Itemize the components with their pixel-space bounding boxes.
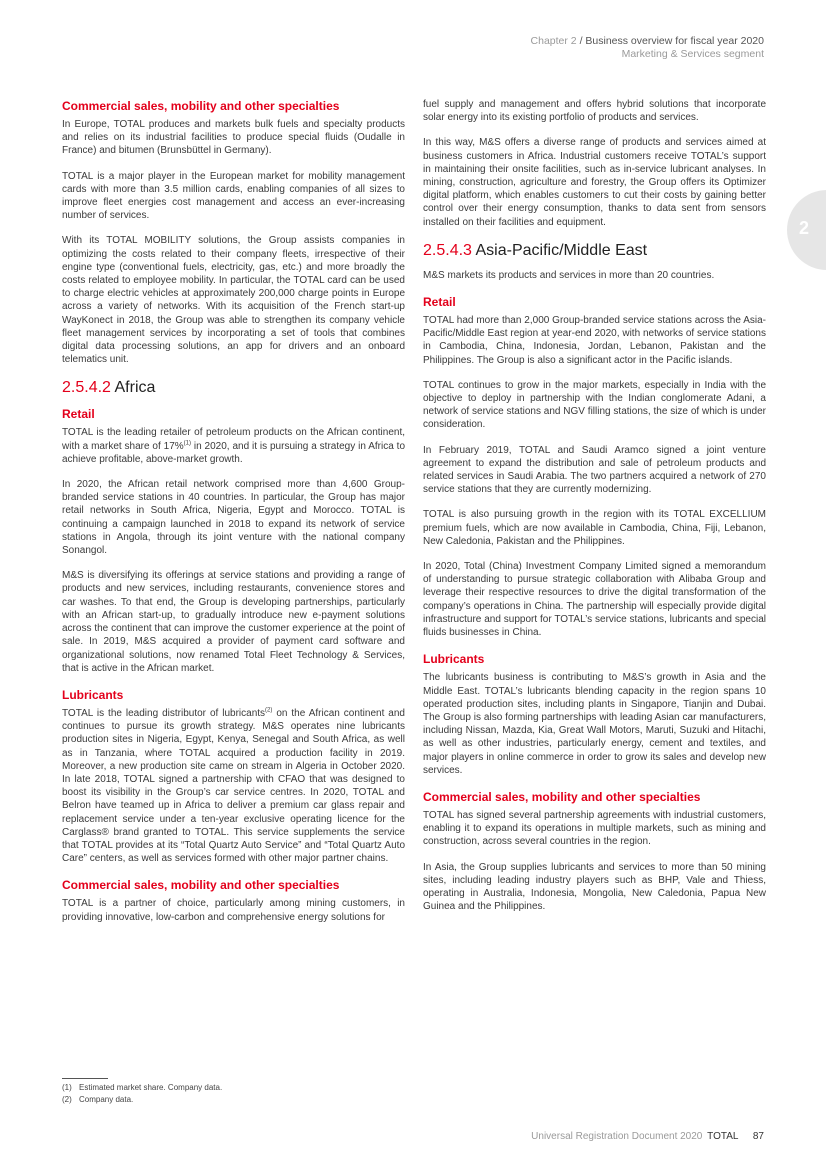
paragraph: In 2020, Total (China) Investment Company Limited signed a memorandum of understanding to pursue strategic collaboration with Alibaba Group and leverage their respective resources to drive the digital transformation of the company’s operations in China. The partnership will especially provide digital infrastructure and support for TOTAL’s service stations, lubricants and special fluids businesses in China. [423, 561, 766, 639]
paragraph-text: on the African continent and continues to pursue its growth strategy. M&S operates nine lubricants production sites in Nigeria, Egypt, Kenya, Senegal and South Africa, as well as in Tanzania, where TOTAL acquired a production facility in 2019. Moreover, a new production site came on stream in Algeria in October 2020. In late 2018, TOTAL signed a partnership with CFAO that was designed to boost its visibility in the Group’s car service centres. In 2020, TOTAL and Belron have teamed up in Africa to deliver a premium car glass repair and replacement service under a ten-year exclusive operating licence for the Carglass® brand granted to TOTAL. This service supplements the service that TOTAL provides at its “Total Quartz Auto Service” and “Total Quartz Auto Care” centers, as well as services formed with other major partner chains. [62, 707, 405, 865]
paragraph: M&S is diversifying its offerings at service stations and providing a range of products and new services, including restaurants, convenience stores and car washes. To that end, the Group is developing partnerships, particularly with an African start-up, to gradually introduce new e-payment solutions across the continent that can improve the customer experience at the point of sale. In 2019, M&S acquired a provider of payment card software and organizational solutions, now renamed Total Fleet Technology & Services, that is active in the African market. [62, 570, 405, 674]
section-heading-lubricants: Lubricants [423, 652, 485, 667]
section-number: 2.5.4.2 [62, 379, 111, 397]
footer-brand: TOTAL [707, 1131, 739, 1142]
section-title-asia [423, 241, 766, 261]
paragraph: TOTAL is a partner of choice, particularly among mining customers, in providing innovative, low-carbon and comprehensive energy solutions for [62, 898, 405, 923]
header-separator: / [579, 35, 583, 47]
paragraph: TOTAL is a major player in the European market for mobility management cards with more than 3.5 million cards, enabling companies of all sizes to improve fleet energies cost management and access an ever-increasing number of services. [62, 170, 405, 222]
header-chapter: Chapter 2 [530, 35, 577, 47]
header-subtitle: Marketing & Services segment [621, 48, 764, 60]
chapter-tab-number: 2 [799, 218, 810, 238]
footnote-text: Estimated market share. Company data. [79, 1083, 223, 1092]
footnote-mark: (1) [62, 1083, 72, 1092]
paragraph [62, 707, 405, 865]
footnote [62, 1082, 362, 1094]
page-number: 87 [752, 1131, 764, 1142]
paragraph: fuel supply and management and offers hybrid solutions that incorporate solar energy into its existing portfolio of products and services. [423, 99, 766, 124]
section-heading-commercial-africa: Commercial sales, mobility and other specialties [62, 878, 340, 893]
paragraph: With its TOTAL MOBILITY solutions, the Group assists companies in optimizing the costs related to their company fleets, irrespective of their engine type (conventional fuels, electricity, gas, etc.) and more broadly the costs related to employee mobility. In particular, the TOTAL card can be used to charge electric vehicles at approximately 200,000 charge points in Europe across a variety of networks. With its acquisition of the French start-up WayKonect in 2018, the Group was able to strengthen its company vehicle fleet management services by incorporating a set of tools that combines digital data processing solutions, an app for drivers and an onboard telematics unit. [62, 235, 405, 366]
footnote-ref: (2) [265, 707, 273, 714]
footer-document-title: Universal Registration Document 2020 [531, 1131, 703, 1142]
footnote [62, 1094, 362, 1106]
section-heading-lubricants: Lubricants [62, 687, 124, 702]
page-header [531, 35, 764, 61]
paragraph-text: TOTAL is the leading retailer of petroleum products on the African continent, with a market share of 17% [62, 427, 405, 452]
paragraph: In February 2019, TOTAL and Saudi Aramco signed a joint venture agreement to expand the distribution and sale of petroleum products and related services in Saudi Arabia. The two partners acquired a network of 270 service stations that they are currently modernizing. [423, 444, 766, 496]
footnote-divider [62, 1078, 108, 1079]
section-heading-commercial-europe: Commercial sales, mobility and other specialties [62, 99, 340, 113]
paragraph: TOTAL is also pursuing growth in the region with its TOTAL EXCELLIUM premium fuels, which are now available in Cambodia, China, Fiji, Lebanon, New Caledonia, Pakistan and the Philippines. [423, 509, 766, 547]
chapter-tab [787, 190, 826, 270]
paragraph: In this way, M&S offers a diverse range of products and services aimed at business customers in Africa. Industrial customers receive TOTAL’s support in maintaining their onsite facilities, such as in-service lubricant analyses. In mining, construction, agriculture and forestry, the Group offers its Optimizer digital platform, which enables customers to cut their costs by gaining better control over their energy consumption, thanks to data sent from sensors installed on their facilities and equipment. [423, 137, 766, 228]
header-chapter-line [531, 35, 764, 48]
section-heading-retail: Retail [62, 407, 95, 422]
paragraph [62, 426, 405, 466]
left-column [62, 98, 405, 936]
paragraph: TOTAL had more than 2,000 Group-branded service stations across the Asia-Pacific/Middle East region at year-end 2020, with networks of service stations in Cambodia, China, Indonesia, Jordan, Lebanon, Pakistan and the Philippines. The Group is also a significant actor in the Pacific islands. [423, 315, 766, 366]
section-title-africa [62, 378, 405, 398]
section-title-text: Asia-Pacific/Middle East [475, 241, 648, 259]
paragraph: In Europe, TOTAL produces and markets bulk fuels and specialty products and relies on its industrial facilities to produce special fluids (Oudalle in France) and bitumen (Brunsbüttel in Germany). [62, 119, 405, 157]
paragraph: TOTAL continues to grow in the major markets, especially in India with the objective to deploy in partnership with the Indian conglomerate Adani, a network of service stations and NGV filling stations, the size of which is under consideration. [423, 379, 766, 431]
paragraph: In 2020, the African retail network comprised more than 4,600 Group-branded service stations in 40 countries. In particular, the Group has major retail networks in South Africa, Nigeria, Egypt and Morocco. TOTAL is continuing a campaign launched in 2018 to expand its network of service stations in Angola, through its joint venture with the national company Sonangol. [62, 479, 405, 557]
page-footer [531, 1131, 764, 1142]
paragraph-text: TOTAL is the leading distributor of lubricants [62, 707, 266, 719]
header-title: Business overview for fiscal year 2020 [585, 35, 764, 47]
paragraph: The lubricants business is contributing to M&S’s growth in Asia and the Middle East. TOTAL’s lubricants blending capacity in the region spans 10 operated production sites, including plants in Singapore, Tianjin and Dubai. The Group is also forming partnerships with leading Asian car manufacturers, including Nissan, Mazda, Kia, Great Wall Motors, Maruti, Suzuki and Hitachi, as well as other industries, particularly energy, cement and textiles, and major players in online commerce in order to grow its sales and develop new services. [423, 672, 766, 776]
paragraph-text: in 2020, and it is pursuing a strategy in Africa to achieve profitable, above-market growth. [62, 440, 406, 465]
footnote-mark: (2) [62, 1095, 72, 1104]
section-heading-retail: Retail [423, 295, 456, 310]
paragraph: In Asia, the Group supplies lubricants and services to more than 50 mining sites, including leading industry players such as BHP, Vale and Thiess, operating in Australia, Indonesia, Mongolia, New Caledonia, Papua New Guinea and the Philippines. [423, 861, 766, 913]
footnote-text: Company data. [79, 1095, 134, 1104]
paragraph: TOTAL has signed several partnership agreements with industrial customers, enabling it to expand its operations in multiple markets, such as mining and construction, across several countries in the region. [423, 809, 766, 848]
section-heading-commercial-asia: Commercial sales, mobility and other specialties [423, 789, 701, 804]
footnotes [62, 1078, 362, 1106]
right-column [423, 98, 766, 925]
paragraph: M&S markets its products and services in more than 20 countries. [423, 269, 715, 281]
footnote-ref: (1) [183, 440, 192, 447]
section-title-text: Africa [114, 379, 156, 397]
section-number: 2.5.4.3 [423, 241, 472, 259]
